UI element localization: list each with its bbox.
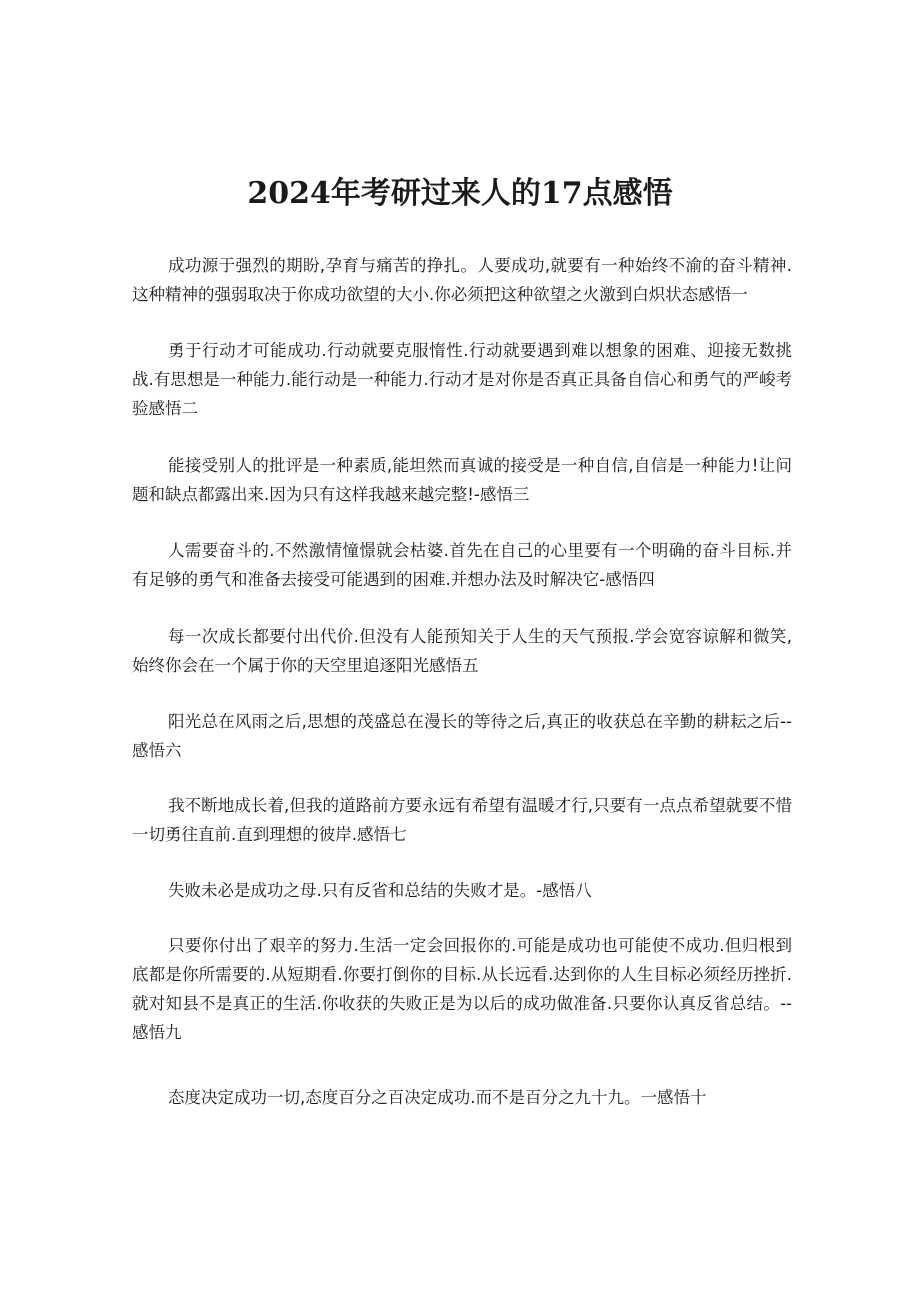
- paragraph-insight-1: 成功源于强烈的期盼,孕育与痛苦的挣扎。人要成功,就要有一种始终不渝的奋斗精神.这种精神的强弱取决于你成功欲望的大小.你必须把这种欲望之火激到白炽状态感悟一: [132, 256, 792, 304]
- paragraph-insight-2: 勇于行动才可能成功.行动就要克服惰性.行动就要遇到难以想象的困难、迎接无数挑战.有思想是一种能力.能行动是一种能力.行动才是对你是否真正具备自信心和勇气的严峻考验感悟二: [132, 341, 792, 418]
- paragraph-insight-4: 人需要奋斗的.不然激情憧憬就会枯婆.首先在自己的心里要有一个明确的奋斗目标.并有足够的勇气和准备去接受可能遇到的困难.并想办法及时解决它-感悟四: [132, 541, 792, 589]
- document-title: 2024年考研过来人的17点感悟: [247, 176, 673, 211]
- paragraph-insight-9: 只要你付出了艰辛的努力.生活一定会回报你的.可能是成功也可能使不成功.但归根到底都是你所需要的.从短期看.你要打倒你的目标.从长远看.达到你的人生目标必须经历挫折.就对知县不是真正的生活.你收获的失败正是为以后的成功做准备.只要你认真反省总结。--感悟九: [132, 936, 792, 1042]
- paragraph-insight-3: 能接受别人的批评是一种素质,能坦然而真诚的接受是一种自信,自信是一种能力!让问题和缺点都露出来.因为只有这样我越来越完整!-感悟三: [132, 456, 792, 504]
- paragraph-insight-5: 每一次成长都要付出代价.但没有人能预知关于人生的天气预报.学会宽容谅解和微笑,始终你会在一个属于你的天空里追逐阳光感悟五: [132, 627, 792, 675]
- paragraph-insight-7: 我不断地成长着,但我的道路前方要永远有希望有温暖才行,只要有一点点希望就要不惜一切勇往直前.直到理想的彼岸.感悟七: [132, 796, 792, 844]
- paragraph-insight-10: 态度决定成功一切,态度百分之百决定成功.而不是百分之九十九。一感悟十: [168, 1088, 707, 1107]
- paragraph-insight-8: 失败未必是成功之母.只有反省和总结的失败才是。-感悟八: [168, 881, 592, 900]
- paragraph-insight-6: 阳光总在风雨之后,思想的茂盛总在漫长的等待之后,真正的收获总在辛勤的耕耘之后--感悟六: [132, 712, 792, 760]
